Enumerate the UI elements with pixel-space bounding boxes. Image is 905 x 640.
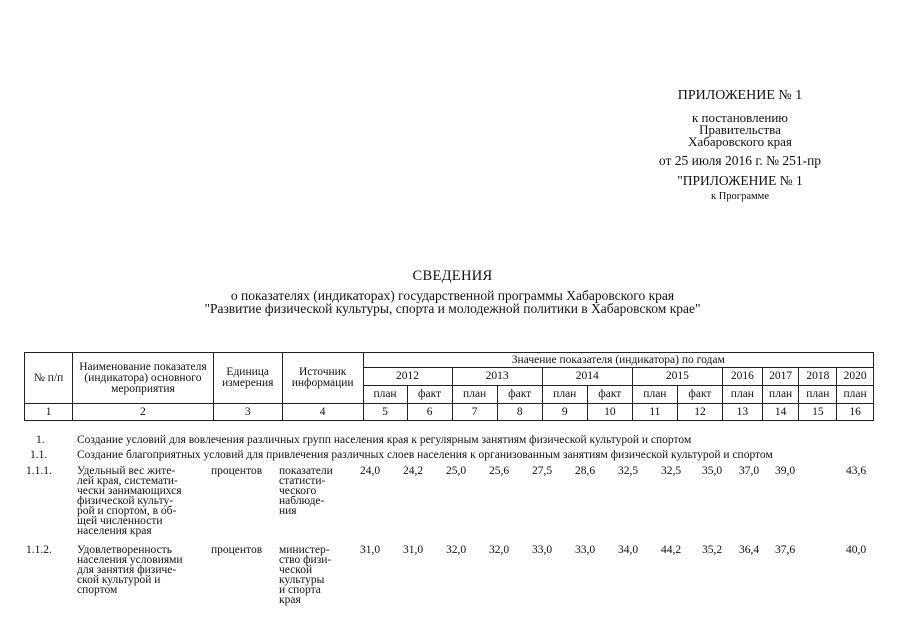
col-number: 3 xyxy=(213,404,282,421)
value-cell: 31,0 xyxy=(359,544,381,556)
section-title: Создание условий для вовлечения различных групп населения края к регулярным занятиям физической культурой и спортом xyxy=(77,434,692,446)
col-number: 5 xyxy=(363,404,407,421)
year-header: 2018 xyxy=(799,368,837,386)
value-cell: 32,5 xyxy=(660,465,682,477)
values-header: Значение показателя (индикатора) по годам xyxy=(363,353,873,368)
year-header: 2012 xyxy=(363,368,452,386)
plan-header: план xyxy=(452,386,497,404)
value-cell: 28,6 xyxy=(574,465,596,477)
col-number: 13 xyxy=(722,404,762,421)
decree-reference xyxy=(640,112,840,148)
col-name-header: Наименование показателя (индикатора) основного мероприятия xyxy=(73,353,213,404)
year-header: 2014 xyxy=(542,368,632,386)
col-number: 11 xyxy=(632,404,677,421)
subtitle-line: о показателях (индикаторах) государственной программы Хабаровского края xyxy=(230,288,675,303)
col-number: 14 xyxy=(762,404,799,421)
value-cell: 25,0 xyxy=(445,465,467,477)
appendix-title: ПРИЛОЖЕНИЕ № 1 xyxy=(677,88,803,103)
decree-date: от 25 июля 2016 г. № 251-пр xyxy=(658,153,822,168)
col-number: 6 xyxy=(407,404,452,421)
value-cell: 35,0 xyxy=(701,465,723,477)
col-number: 2 xyxy=(73,404,213,421)
value-cell: 36,4 xyxy=(738,544,760,556)
col-number: 7 xyxy=(452,404,497,421)
year-header: 2015 xyxy=(632,368,722,386)
value-cell: 24,0 xyxy=(359,465,381,477)
document-subtitle xyxy=(0,289,905,315)
decree-line: к постановлению xyxy=(691,110,789,125)
row-number: 1.1.2. xyxy=(26,544,52,556)
program-reference: к Программе xyxy=(711,191,769,202)
value-cell: 25,6 xyxy=(488,465,510,477)
col-number: 10 xyxy=(587,404,632,421)
col-number: 15 xyxy=(799,404,837,421)
unit-value: процентов xyxy=(211,544,263,556)
plan-header: план xyxy=(542,386,587,404)
col-number: 8 xyxy=(497,404,542,421)
value-cell: 33,0 xyxy=(574,544,596,556)
fact-header: факт xyxy=(677,386,722,404)
plan-header: план xyxy=(363,386,407,404)
year-header: 2017 xyxy=(762,368,799,386)
col-number: 12 xyxy=(677,404,722,421)
value-cell: 37,0 xyxy=(738,465,760,477)
document-title: СВЕДЕНИЯ xyxy=(412,268,493,284)
value-cell: 31,0 xyxy=(402,544,424,556)
section-title: Создание благоприятных условий для привлечения различных слоев населения к организованным занятиям физической культурой и спортом xyxy=(77,449,773,461)
subtitle-line: "Развитие физической культуры, спорта и молодежной политики в Хабаровском крае" xyxy=(204,301,701,316)
year-header: 2013 xyxy=(452,368,542,386)
plan-header: план xyxy=(762,386,799,404)
value-cell: 37,6 xyxy=(774,544,796,556)
fact-header: факт xyxy=(587,386,632,404)
col-source-header: Источник информации xyxy=(282,353,363,404)
value-cell: 33,0 xyxy=(531,544,553,556)
col-number: 1 xyxy=(25,404,73,421)
col-unit-header: Единица измерения xyxy=(213,353,282,404)
fact-header: факт xyxy=(497,386,542,404)
value-cell: 32,0 xyxy=(445,544,467,556)
decree-line: Правительства xyxy=(699,122,781,137)
program-appendix-title: "ПРИЛОЖЕНИЕ № 1 xyxy=(677,173,803,188)
plan-header: план xyxy=(799,386,837,404)
value-cell: 44,2 xyxy=(660,544,682,556)
indicator-name: Удовлетворенность населения условиями для занятия физиче- ской культурой и спортом xyxy=(77,544,183,596)
col-number: 4 xyxy=(282,404,363,421)
value-cell: 35,2 xyxy=(701,544,723,556)
value-cell: 43,6 xyxy=(845,465,867,477)
value-cell: 39,0 xyxy=(774,465,796,477)
decree-line: Хабаровского края xyxy=(688,134,792,149)
col-number: 9 xyxy=(542,404,587,421)
value-cell: 40,0 xyxy=(845,544,867,556)
col-no-header: № п/п xyxy=(25,353,73,404)
indicators-table-header xyxy=(24,352,874,421)
source-value: показатели статисти- ческого наблюде- ния xyxy=(279,465,333,517)
section-number: 1. xyxy=(36,434,45,446)
fact-header: факт xyxy=(407,386,452,404)
section-number: 1.1. xyxy=(30,449,48,461)
year-header: 2016 xyxy=(722,368,762,386)
source-value: министер- ство физи- ческой культуры и спорта края xyxy=(279,544,332,606)
plan-header: план xyxy=(837,386,874,404)
plan-header: план xyxy=(722,386,762,404)
value-cell: 24,2 xyxy=(402,465,424,477)
value-cell: 32,0 xyxy=(488,544,510,556)
year-header: 2020 xyxy=(837,368,874,386)
unit-value: процентов xyxy=(211,465,263,477)
row-number: 1.1.1. xyxy=(26,465,52,477)
value-cell: 32,5 xyxy=(617,465,639,477)
indicator-name: Удельный вес жите- лей края, системати- чески занимающихся физической культу- рой и спортом, в об- щей численности населения края xyxy=(77,465,182,537)
col-number: 16 xyxy=(837,404,874,421)
plan-header: план xyxy=(632,386,677,404)
value-cell: 34,0 xyxy=(617,544,639,556)
value-cell: 27,5 xyxy=(531,465,553,477)
